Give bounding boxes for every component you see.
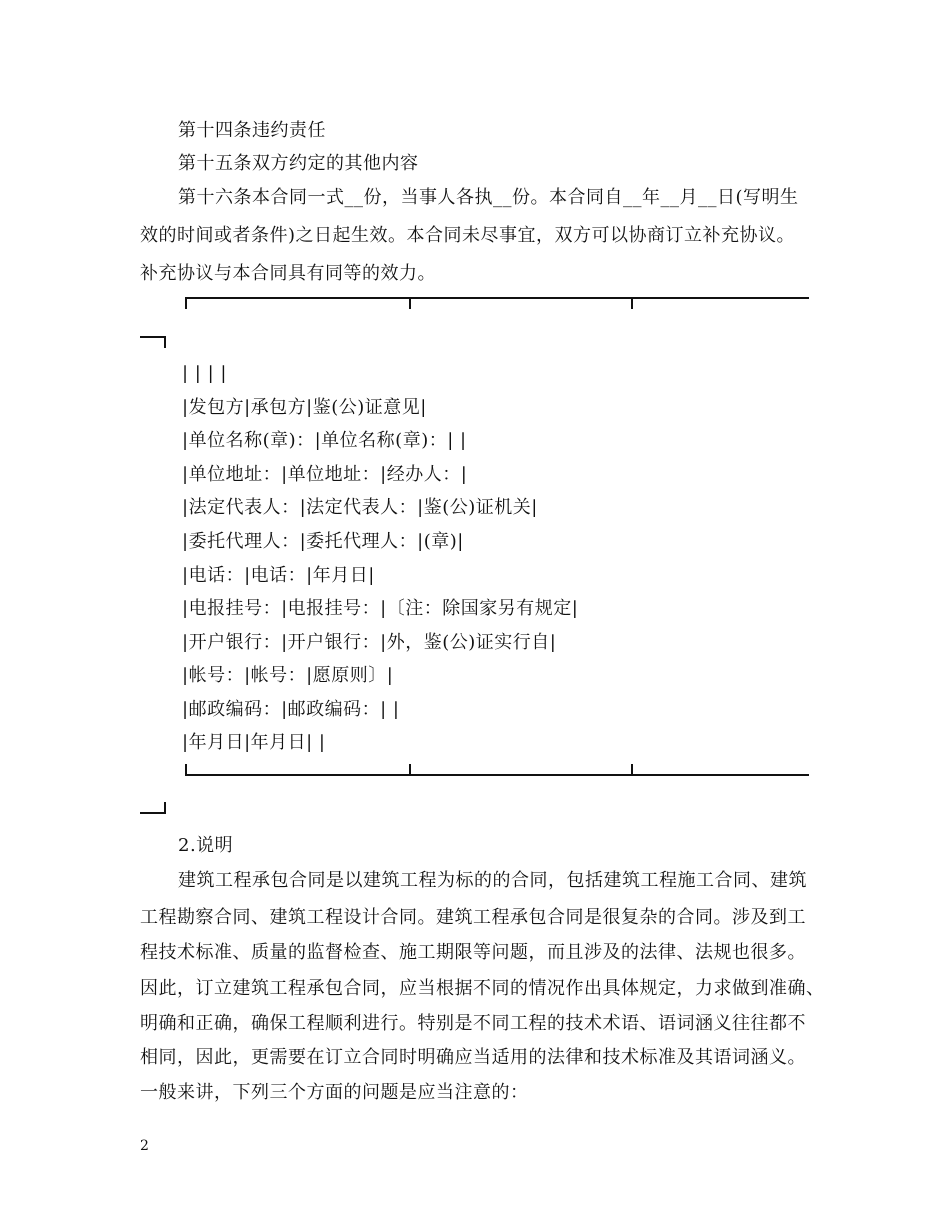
body-line-7: 一般来讲，下列三个方面的问题是应当注意的： [140,1082,529,1103]
clause-16-line-1: 第十六条本合同一式__份，当事人各执__份。本合同自__年__月__日(写明生 [178,187,799,208]
table-row: |帐号：|帐号：|愿原则〕| [182,665,394,686]
table-bottom-border [185,762,809,776]
table-row: |邮政编码：|邮政编码：| | [182,699,400,720]
page-number: 2 [140,1138,149,1154]
body-line-2: 工程勘察合同、建筑工程设计合同。建筑工程承包合同是很复杂的合同。涉及到工 [140,907,806,928]
table-row: |发包方|承包方|鉴(公)证意见| [182,397,427,418]
body-line-4: 因此，订立建筑工程承包合同，应当根据不同的情况作出具体规定，力求做到准确、 [140,978,825,999]
body-line-3: 程技术标准、质量的监督检查、施工期限等问题，而且涉及的法律、法规也很多。 [140,942,806,963]
body-line-6: 相同，因此，更需要在订立合同时明确应当适用的法律和技术标准及其语词涵义。 [140,1047,806,1068]
clause-16-line-2: 效的时间或者条件)之日起生效。本合同未尽事宜，双方可以协商订立补充协议。 [140,225,796,246]
clause-16-line-3: 补充协议与本合同具有同等的效力。 [140,263,436,284]
table-top-border [185,297,809,311]
table-row: |电报挂号：|电报挂号：|〔注：除国家另有规定| [182,598,579,619]
table-row: |委托代理人：|委托代理人：|(章)| [182,531,464,552]
table-bottom-border-wrap [140,800,166,814]
table-row: |单位地址：|单位地址：|经办人：| [182,464,468,485]
clause-14: 第十四条违约责任 [178,120,326,141]
clause-15: 第十五条双方约定的其他内容 [178,153,419,174]
table-row: |单位名称(章)：|单位名称(章)：| | [182,430,467,451]
table-row: |电话：|电话：|年月日| [182,565,375,586]
body-line-1: 建筑工程承包合同是以建筑工程为标的的合同，包括建筑工程施工合同、建筑 [178,870,807,891]
table-row: |年月日|年月日| | [182,732,326,753]
table-row: |法定代表人：|法定代表人：|鉴(公)证机关| [182,497,538,518]
table-top-border-wrap [140,336,166,350]
table-row: |开户银行：|开户银行：|外，鉴(公)证实行自| [182,632,557,653]
body-line-5: 明确和正确，确保工程顺利进行。特别是不同工程的技术术语、语词涵义往往都不 [140,1013,806,1034]
table-row: | | | | [182,363,227,384]
section-heading: 2.说明 [178,835,234,856]
